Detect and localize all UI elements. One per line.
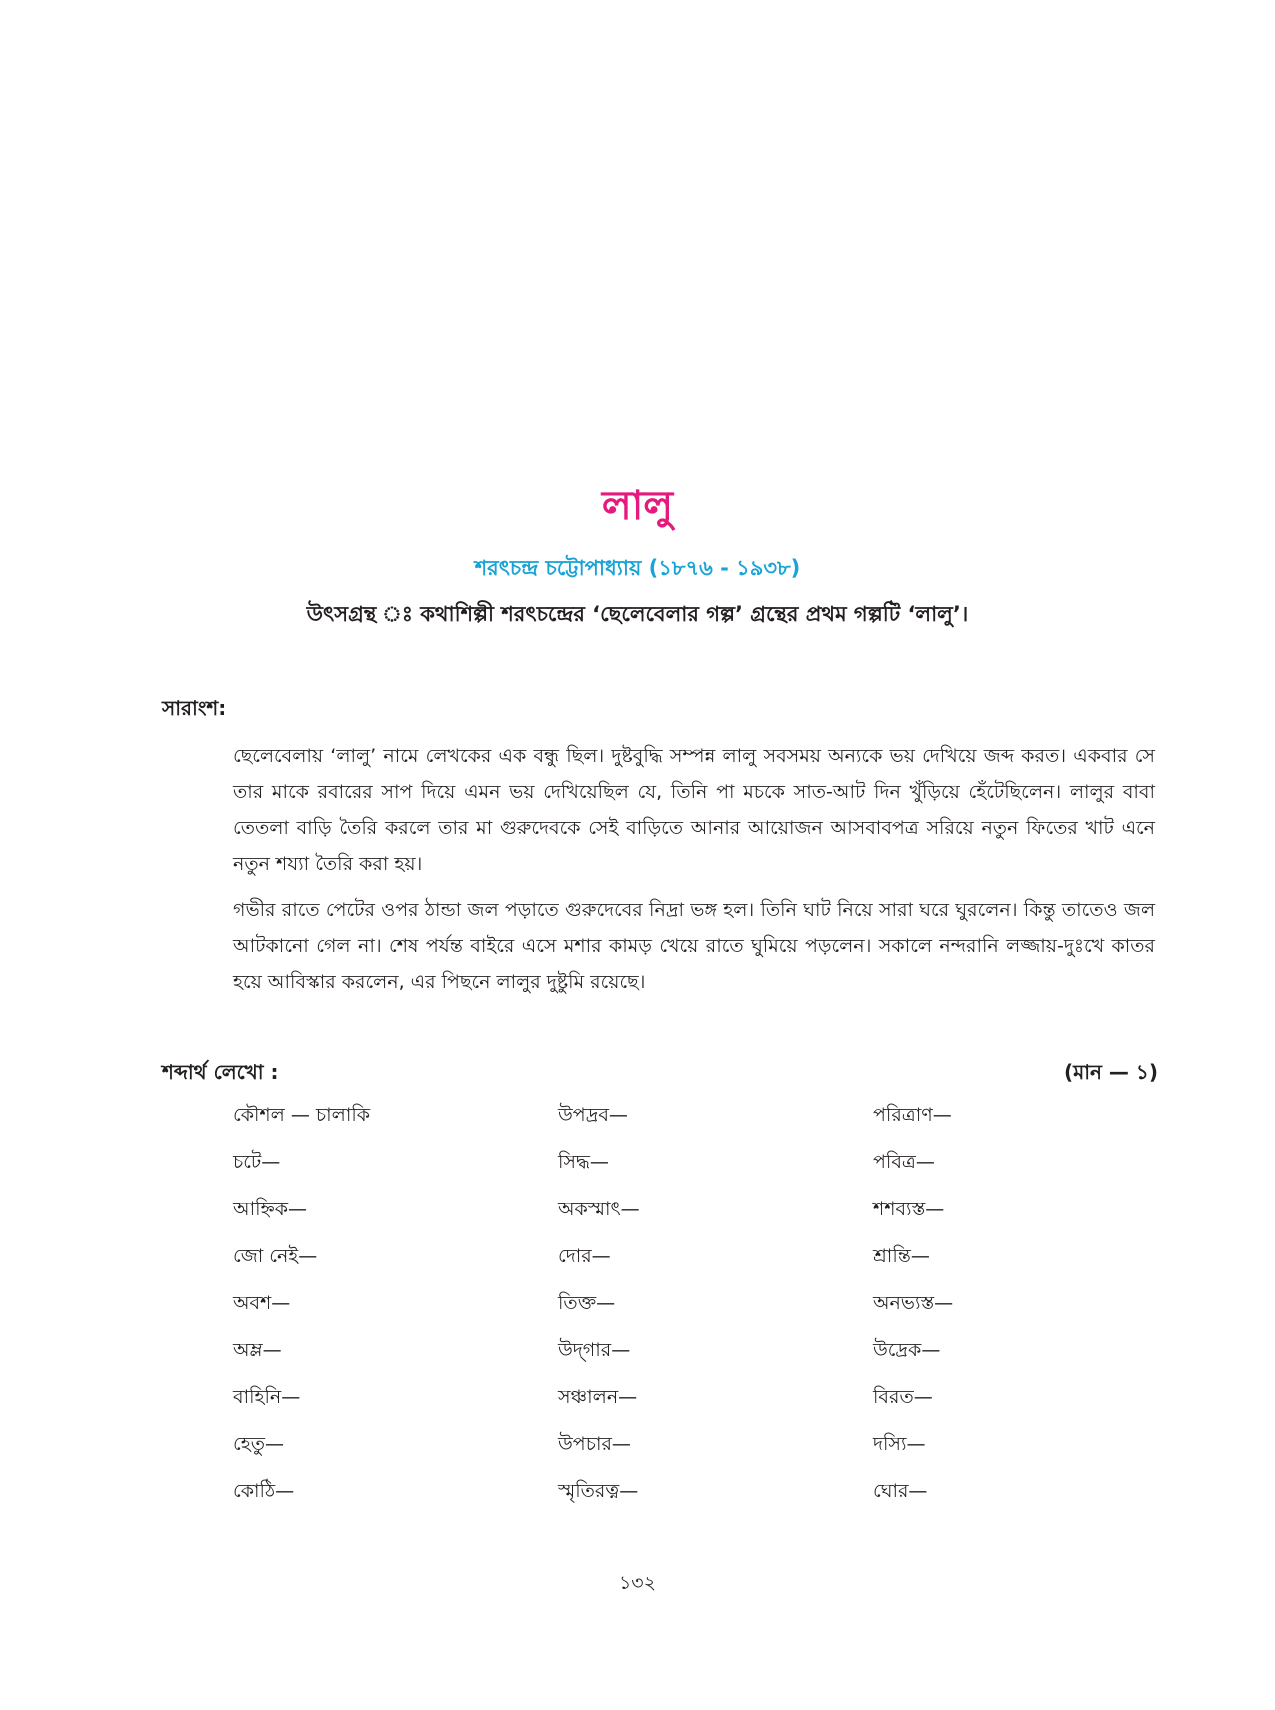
word-item: শশব্যস্ত—	[873, 1198, 945, 1220]
word-item: উদ্‌গার—	[558, 1339, 631, 1361]
page-number: ১৩২	[618, 1572, 657, 1594]
word-item: অকস্মাৎ—	[558, 1198, 640, 1220]
word-item: ঘোর—	[873, 1480, 928, 1502]
word-item: আহ্নিক—	[233, 1198, 308, 1220]
word-item: জো নেই—	[233, 1245, 318, 1267]
word-item: দস্যি—	[873, 1433, 926, 1455]
word-meanings-heading: শব্দার্থ লেখো :	[162, 1060, 279, 1084]
word-item: উপদ্রব—	[558, 1104, 628, 1126]
word-item: হেতু—	[233, 1433, 284, 1455]
source-line: উৎসগ্রন্থ ঃ কথাশিল্পী শরৎচন্দ্রের ‘ছেলেবেলার গল্প’ গ্রন্থের প্রথম গল্পটি ‘লালু’।	[306, 602, 969, 626]
word-item: তিক্ত—	[558, 1292, 616, 1314]
word-item: কোঠি—	[233, 1480, 295, 1502]
summary-body	[233, 738, 1155, 1010]
marks-label: (মান — ১)	[1063, 1060, 1158, 1084]
word-item: বাহিনি—	[233, 1386, 301, 1408]
word-item: অবশ—	[233, 1292, 291, 1314]
lesson-title: লালু	[601, 483, 674, 529]
word-item: চটে—	[233, 1151, 281, 1173]
summary-paragraph: ছেলেবেলায় ‘লালু’ নামে লেখকের এক বন্ধু ছিল। দুষ্টবুদ্ধি সম্পন্ন লালু সবসময় অন্যকে ভয় দেখিয়ে জব্দ করত। একবার সে তার মাকে রবারের সাপ দিয়ে এমন ভয় দেখিয়েছিল যে, তিনি পা মচকে সাত-আট দিন খুঁড়িয়ে হেঁটেছিলেন। লালুর বাবা তেতলা বাড়ি তৈরি করলে তার মা গুরুদেবকে সেই বাড়িতে আনার আয়োজন আসবাবপত্র সরিয়ে নতুন ফিতের খাট এনে নতুন শয্যা তৈরি করা হয়।	[233, 745, 1155, 875]
word-item: সঞ্চালন—	[558, 1386, 638, 1408]
author-line: শরৎচন্দ্র চট্টোপাধ্যায় (১৮৭৬ - ১৯৩৮)	[474, 556, 801, 580]
word-item: দোর—	[558, 1245, 611, 1267]
word-item: পবিত্র—	[873, 1151, 935, 1173]
word-item: সিদ্ধ—	[558, 1151, 609, 1173]
word-item: অনভ্যস্ত—	[873, 1292, 954, 1314]
summary-heading: সারাংশ:	[162, 696, 227, 720]
word-item: স্মৃতিরত্ন—	[558, 1480, 639, 1502]
word-item: পরিত্রাণ—	[873, 1104, 952, 1126]
word-item: কৌশল — চালাকি	[233, 1104, 371, 1126]
word-item: শ্রান্তি—	[873, 1245, 930, 1267]
word-item: উদ্রেক—	[873, 1339, 941, 1361]
word-item: বিরত—	[873, 1386, 933, 1408]
summary-paragraph: গভীর রাতে পেটের ওপর ঠান্ডা জল পড়াতে গুরুদেবের নিদ্রা ভঙ্গ হল। তিনি ঘাট নিয়ে সারা ঘরে ঘুরলেন। কিন্তু তাতেও জল আটকানো গেল না। শেষ পর্যন্ত বাইরে এসে মশার কামড় খেয়ে রাতে ঘুমিয়ে পড়লেন। সকালে নন্দরানি লজ্জায়-দুঃখে কাতর হয়ে আবিস্কার করলেন, এর পিছনে লালুর দুষ্টুমি রয়েছে।	[233, 899, 1155, 993]
word-meanings-grid	[233, 1100, 1113, 1523]
word-item: অম্ল—	[233, 1339, 282, 1361]
word-item: উপচার—	[558, 1433, 631, 1455]
